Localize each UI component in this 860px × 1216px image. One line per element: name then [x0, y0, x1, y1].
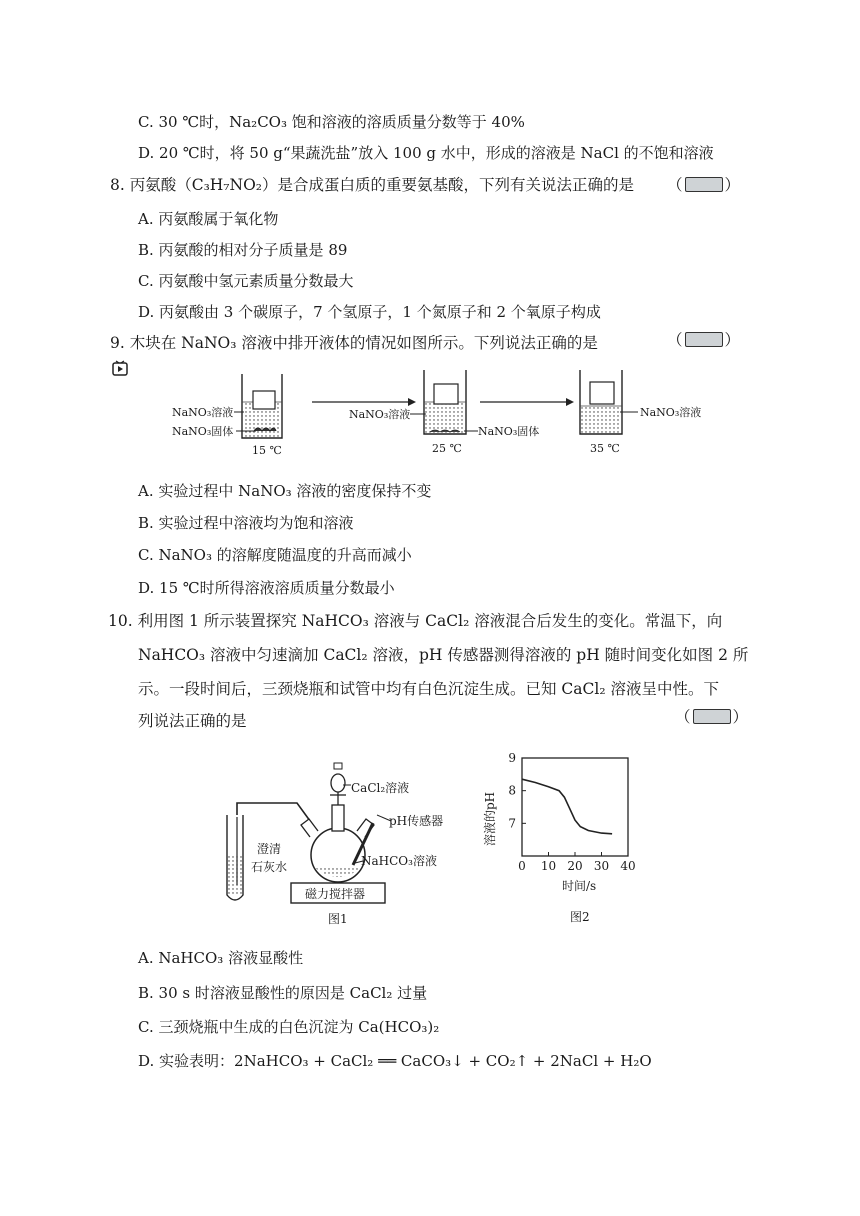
- q10-stem-line3: 示。一段时间后，三颈烧瓶和试管中均有白色沉淀生成。已知 CaCl₂ 溶液呈中性。下: [138, 680, 719, 698]
- q9-temp-1: 15 ℃: [252, 444, 282, 457]
- fig2-xlabel: 时间/s: [562, 879, 597, 893]
- fig1-caption: 图1: [328, 912, 348, 926]
- q9-beakers-figure: [160, 362, 720, 462]
- beaker-35c: [580, 370, 622, 434]
- q9-option-d: D. 15 ℃时所得溶液溶质质量分数最小: [138, 579, 395, 597]
- q8-option-a: A. 丙氨酸属于氧化物: [138, 210, 279, 228]
- q10-paren-open: （: [675, 708, 691, 726]
- q10-option-c: C. 三颈烧瓶中生成的白色沉淀为 Ca(HCO₃)₂: [138, 1018, 440, 1036]
- q10-answer-box[interactable]: [675, 707, 748, 727]
- q9-paren-open: （: [667, 331, 683, 349]
- q9-paren-close: ）: [724, 331, 741, 349]
- separatory-funnel: [331, 774, 345, 792]
- q10-answer-blank[interactable]: [693, 709, 731, 724]
- play-video-icon[interactable]: [112, 360, 128, 376]
- y-tick-label: 9: [508, 751, 516, 765]
- q9-label-solid-2: NaNO₃固体: [478, 425, 540, 438]
- q9-label-solution-3: NaNO₃溶液: [640, 406, 702, 419]
- q8-answer-blank[interactable]: [685, 177, 723, 192]
- q7-option-d: D. 20 ℃时，将 50 g“果蔬洗盐”放入 100 g 水中，形成的溶液是 NaCl 的不饱和溶液: [138, 144, 714, 162]
- q10-figure2-ph-chart: [480, 748, 660, 930]
- q9-answer-blank[interactable]: [685, 332, 723, 347]
- q10-option-b: B. 30 s 时溶液显酸性的原因是 CaCl₂ 过量: [138, 984, 428, 1002]
- q10-paren-close: ）: [732, 708, 749, 726]
- q10-stem-line1: 10. 利用图 1 所示装置探究 NaHCO₃ 溶液与 CaCl₂ 溶液混合后发生的变化。常温下，向: [108, 612, 723, 630]
- q9-temp-3: 35 ℃: [590, 442, 620, 455]
- q8-stem: 8. 丙氨酸（C₃H₇NO₂）是合成蛋白质的重要氨基酸，下列有关说法正确的是: [110, 176, 635, 194]
- x-tick-label: 0: [518, 859, 526, 873]
- x-tick-label: 40: [620, 859, 636, 873]
- fig1-label-nahco3: NaHCO₃溶液: [361, 854, 437, 868]
- fig2-caption: 图2: [570, 910, 590, 924]
- q9-label-solid-1: NaNO₃固体: [172, 425, 234, 438]
- q8-answer-box[interactable]: [667, 175, 740, 195]
- q8-paren-close: ）: [724, 176, 741, 194]
- q9-temp-2: 25 ℃: [432, 442, 462, 455]
- q9-label-solution-2: NaNO₃溶液: [349, 408, 411, 421]
- q7-option-c: C. 30 ℃时，Na₂CO₃ 饱和溶液的溶质质量分数等于 40%: [138, 113, 525, 131]
- q10-option-a: A. NaHCO₃ 溶液显酸性: [138, 949, 304, 967]
- fig2-ylabel: 溶液的pH: [483, 791, 497, 846]
- q9-option-c: C. NaNO₃ 的溶解度随温度的升高而减小: [138, 546, 412, 564]
- x-tick-label: 30: [593, 859, 610, 873]
- x-tick-label: 20: [567, 859, 583, 873]
- q9-option-a: A. 实验过程中 NaNO₃ 溶液的密度保持不变: [138, 482, 432, 500]
- q10-stem-line4: 列说法正确的是: [138, 712, 247, 730]
- beaker-15c: [242, 374, 282, 438]
- y-tick-label: 8: [508, 783, 516, 798]
- q8-option-d: D. 丙氨酸由 3 个碳原子，7 个氢原子，1 个氮原子和 2 个氧原子构成: [138, 303, 601, 321]
- fig1-label-cacl2: CaCl₂溶液: [351, 781, 410, 795]
- plot-area: [522, 758, 628, 856]
- q8-paren-open: （: [667, 176, 683, 194]
- q8-option-b: B. 丙氨酸的相对分子质量是 89: [138, 241, 348, 259]
- q8-option-c: C. 丙氨酸中氢元素质量分数最大: [138, 272, 354, 290]
- q10-option-d: D. 实验表明：2NaHCO₃ + CaCl₂ ══ CaCO₃↓ + CO₂↑ + 2NaCl + H₂O: [138, 1052, 652, 1070]
- fig1-label-stirrer: 磁力搅拌器: [305, 887, 366, 901]
- q9-stem: 9. 木块在 NaNO₃ 溶液中排开液体的情况如图所示。下列说法正确的是: [110, 334, 598, 352]
- q10-figure1-apparatus: [215, 755, 455, 935]
- x-tick-label: 10: [540, 859, 557, 873]
- fig1-label-limewater-2: 石灰水: [251, 860, 288, 874]
- q9-label-solution-1: NaNO₃溶液: [172, 406, 234, 419]
- fig1-label-ph-sensor: pH传感器: [389, 814, 444, 828]
- q9-option-b: B. 实验过程中溶液均为饱和溶液: [138, 514, 354, 532]
- fig1-label-limewater-1: 澄清: [257, 842, 282, 856]
- y-tick-label: 7: [508, 816, 516, 831]
- q10-stem-line2: NaHCO₃ 溶液中匀速滴加 CaCl₂ 溶液，pH 传感器测得溶液的 pH 随时间变化如图 2 所: [138, 646, 749, 664]
- q9-answer-box[interactable]: [667, 330, 740, 350]
- beaker-25c: [424, 370, 466, 434]
